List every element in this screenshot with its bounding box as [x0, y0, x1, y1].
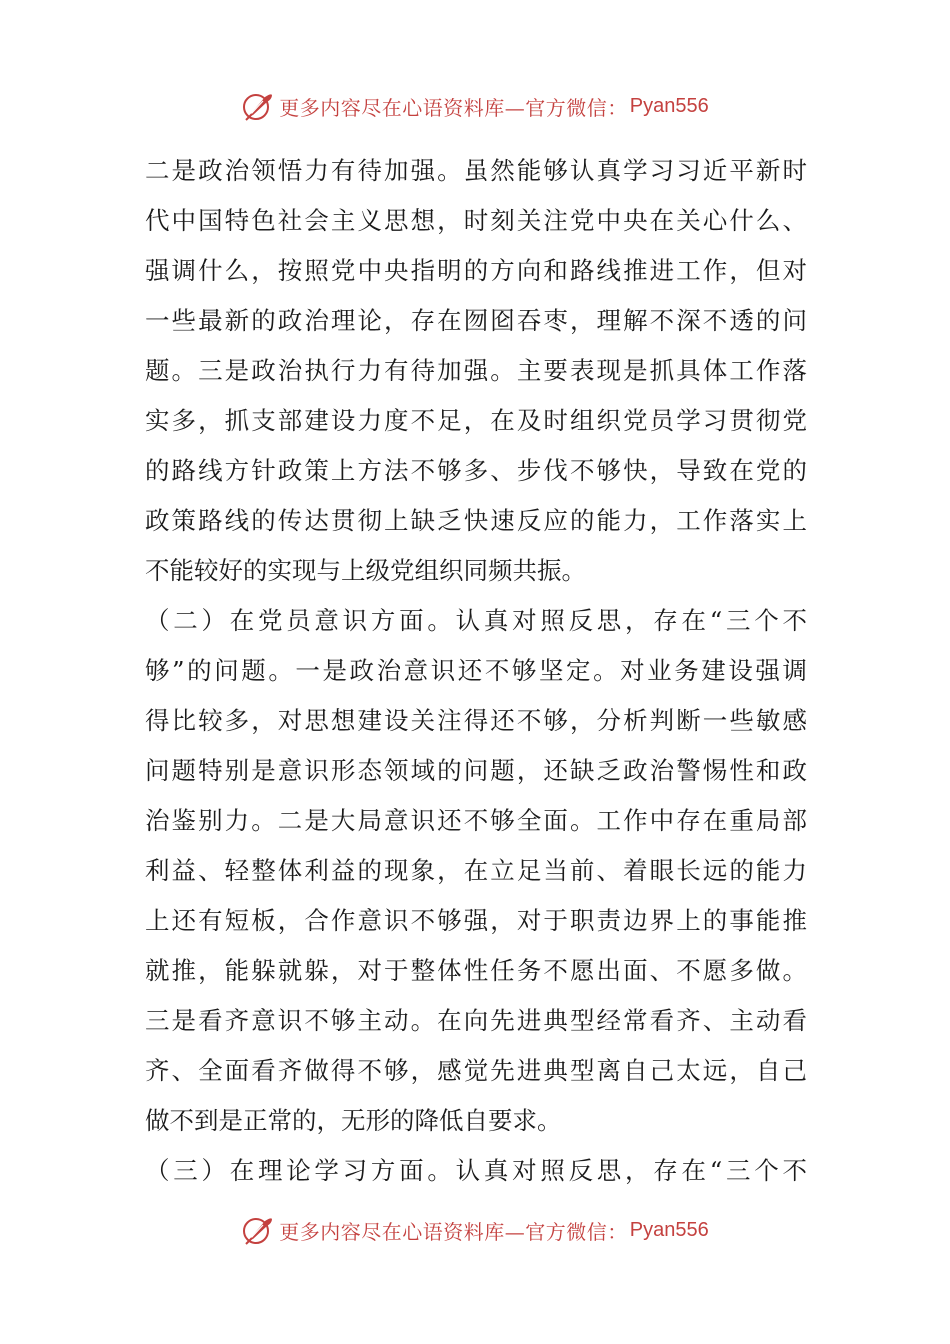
body-line: 代中国特色社会主义思想，时刻关注党中央在关心什么、 [145, 206, 807, 235]
document-body [145, 146, 807, 1196]
body-line: 二是政治领悟力有待加强。虽然能够认真学习习近平新时 [145, 156, 807, 185]
body-line: （二）在党员意识方面。认真对照反思，存在“三个不 [145, 606, 807, 635]
body-line: 得比较多，对思想建设关注得还不够，分析判断一些敏感 [145, 706, 807, 735]
body-line: 实多，抓支部建设力度不足，在及时组织党员学习贯彻党 [145, 406, 807, 435]
body-line: 不能较好的实现与上级党组织同频共振。 [145, 556, 586, 585]
pen-feather-logo-icon [241, 1213, 275, 1247]
body-line: 一些最新的政治理论，存在囫囵吞枣，理解不深不透的问 [145, 306, 807, 335]
body-line: 治鉴别力。二是大局意识还不够全面。工作中存在重局部 [145, 806, 807, 835]
header-banner [0, 84, 950, 128]
footer-banner-text: 更多内容尽在心语资料库—官方微信： [279, 1219, 628, 1244]
body-line: 题。三是政治执行力有待加强。主要表现是抓具体工作落 [145, 356, 807, 385]
header-banner-id: Pyan556 [629, 94, 709, 117]
footer-banner-id: Pyan556 [629, 1218, 709, 1241]
footer-banner [0, 1208, 950, 1252]
body-line: 政策路线的传达贯彻上缺乏快速反应的能力，工作落实上 [145, 506, 807, 535]
body-line: 三是看齐意识不够主动。在向先进典型经常看齐、主动看 [145, 1006, 807, 1035]
body-line: 上还有短板，合作意识不够强，对于职责边界上的事能推 [145, 906, 807, 935]
body-line: 的路线方针政策上方法不够多、步伐不够快，导致在党的 [145, 456, 807, 485]
body-line: 问题特别是意识形态领域的问题，还缺乏政治警惕性和政 [145, 756, 807, 785]
pen-feather-logo-icon [241, 89, 275, 123]
body-line: 利益、轻整体利益的现象，在立足当前、着眼长远的能力 [145, 856, 807, 885]
body-line: 做不到是正常的，无形的降低自要求。 [145, 1106, 562, 1135]
body-line: 就推，能躲就躲，对于整体性任务不愿出面、不愿多做。 [145, 956, 807, 985]
body-line: （三）在理论学习方面。认真对照反思，存在“三个不 [145, 1156, 807, 1185]
body-line: 强调什么，按照党中央指明的方向和路线推进工作，但对 [145, 256, 807, 285]
body-line: 齐、全面看齐做得不够，感觉先进典型离自己太远，自己 [145, 1056, 807, 1085]
body-line: 够”的问题。一是政治意识还不够坚定。对业务建设强调 [145, 656, 807, 685]
header-banner-text: 更多内容尽在心语资料库—官方微信： [279, 95, 628, 120]
